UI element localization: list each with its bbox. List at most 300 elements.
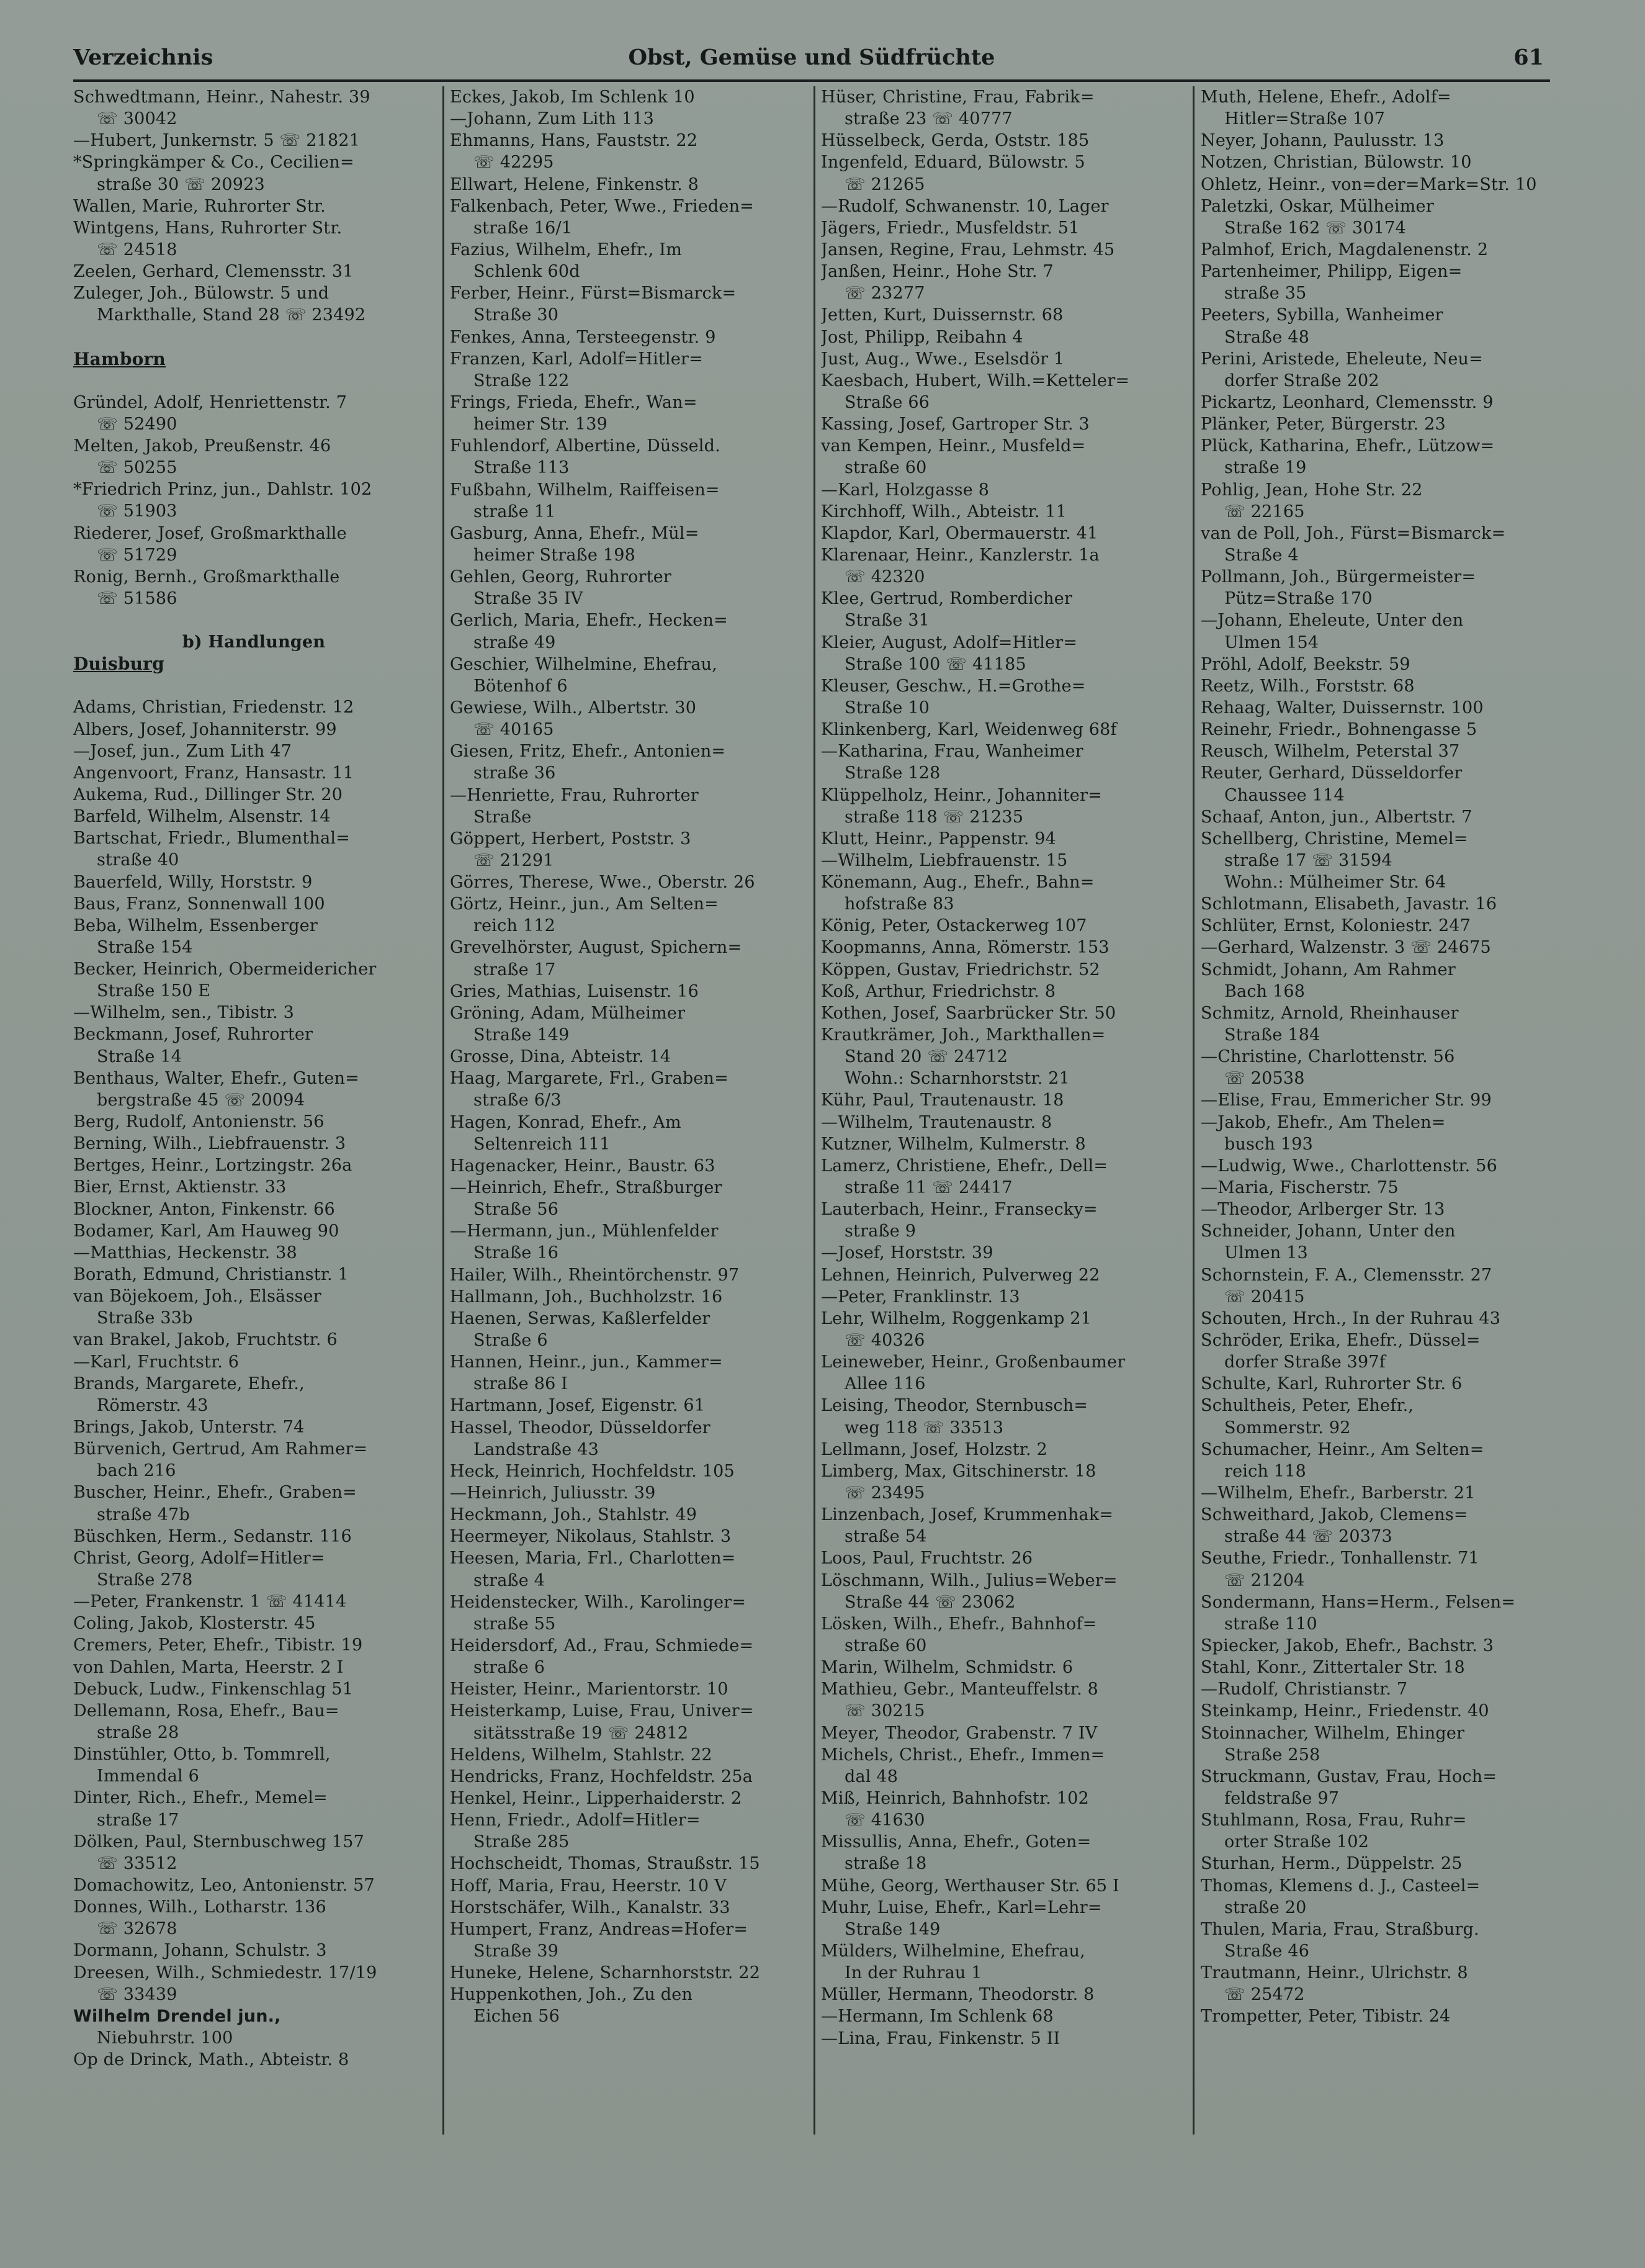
- directory-entry: Schornstein, F. A., Clemensstr. 27: [1201, 1265, 1492, 1285]
- directory-entry: Schaaf, Anton, jun., Albertstr. 7: [1201, 807, 1472, 827]
- directory-entry-continuation: Straße 6: [473, 1331, 548, 1351]
- directory-entry-continuation: Landstraße 43: [473, 1439, 599, 1459]
- directory-entry: Dormann, Johann, Schulstr. 3: [73, 1941, 327, 1961]
- directory-entry: Bertges, Heinr., Lortzingstr. 26a: [73, 1156, 352, 1176]
- directory-entry: van Böjekoem, Joh., Elsässer: [73, 1287, 321, 1307]
- directory-entry: Schulte, Karl, Ruhrorter Str. 6: [1201, 1374, 1463, 1394]
- directory-entry-highlight: Wilhelm Drendel jun.,: [73, 2006, 281, 2026]
- directory-column-3: [821, 86, 1182, 2135]
- directory-entry-continuation: Straße 154: [97, 937, 193, 957]
- directory-entry-continuation: straße 28: [97, 1722, 179, 1742]
- directory-entry: Partenheimer, Philipp, Eigen=: [1201, 262, 1463, 282]
- directory-entry: —Heinrich, Ehefr., Straßburger: [450, 1178, 722, 1198]
- directory-entry: Muhr, Luise, Ehefr., Karl=Lehr=: [821, 1897, 1102, 1917]
- directory-entry: —Karl, Holzgasse 8: [821, 480, 990, 500]
- directory-entry-continuation: straße 17: [97, 1810, 179, 1830]
- directory-entry: Just, Aug., Wwe., Eselsdör 1: [821, 349, 1065, 369]
- directory-entry: Schultheis, Peter, Ehefr.,: [1201, 1396, 1414, 1416]
- directory-entry: Bartschat, Friedr., Blumenthal=: [73, 829, 351, 848]
- directory-entry: Reusch, Wilhelm, Peterstal 37: [1201, 742, 1460, 762]
- directory-entry: Neyer, Johann, Paulusstr. 13: [1201, 131, 1445, 151]
- directory-entry: Heck, Heinrich, Hochfeldstr. 105: [450, 1461, 735, 1481]
- directory-entry: Dinstühler, Otto, b. Tommrell,: [73, 1745, 331, 1765]
- spacer: [73, 326, 434, 348]
- directory-entry: Pollmann, Joh., Bürgermeister=: [1201, 567, 1476, 587]
- directory-entry: Steinkamp, Heinr., Friedenstr. 40: [1201, 1701, 1489, 1721]
- directory-entry-continuation: ☏ 40326: [845, 1331, 925, 1351]
- directory-entry: Lösken, Wilh., Ehefr., Bahnhof=: [821, 1614, 1097, 1634]
- directory-entry-continuation: ☏ 51586: [97, 588, 177, 608]
- directory-entry: Göppert, Herbert, Poststr. 3: [450, 829, 691, 848]
- directory-entry: Haenen, Serwas, Kaßlerfelder: [450, 1308, 710, 1328]
- directory-entry: Schneider, Johann, Unter den: [1201, 1222, 1456, 1241]
- directory-entry: Ronig, Bernh., Großmarkthalle: [73, 567, 340, 587]
- directory-entry: Lehnen, Heinrich, Pulverweg 22: [821, 1265, 1100, 1285]
- directory-entry: Lellmann, Josef, Holzstr. 2: [821, 1439, 1047, 1459]
- directory-entry: Müller, Hermann, Theodorstr. 8: [821, 1985, 1095, 2005]
- directory-entry: Hassel, Theodor, Düsseldorfer: [450, 1418, 710, 1438]
- directory-entry-continuation: Straße 31: [845, 611, 930, 631]
- directory-entry-continuation: hofstraße 83: [845, 894, 954, 914]
- directory-entry: Könemann, Aug., Ehefr., Bahn=: [821, 873, 1095, 893]
- directory-entry-continuation: Wohn.: Mülheimer Str. 64: [1224, 873, 1446, 893]
- directory-entry: Schmitz, Arnold, Rheinhauser: [1201, 1003, 1459, 1023]
- directory-entry: Haag, Margarete, Frl., Graben=: [450, 1069, 728, 1089]
- directory-entry-continuation: Straße 150 E: [97, 981, 211, 1001]
- directory-entry-continuation: ☏ 20538: [1224, 1069, 1305, 1089]
- directory-entry: Kassing, Josef, Gartroper Str. 3: [821, 415, 1090, 434]
- directory-entry-continuation: Immendal 6: [97, 1766, 200, 1786]
- directory-entry-continuation: Straße 278: [97, 1570, 193, 1590]
- directory-entry: Missullis, Anna, Ehefr., Goten=: [821, 1832, 1091, 1852]
- directory-entry: Adams, Christian, Friedenstr. 12: [73, 698, 354, 718]
- directory-entry: Melten, Jakob, Preußenstr. 46: [73, 436, 331, 456]
- directory-entry: Dreesen, Wilh., Schmiedestr. 17/19: [73, 1963, 377, 1982]
- directory-entry: Fußbahn, Wilhelm, Raiffeisen=: [450, 480, 720, 500]
- directory-entry: Geschier, Wilhelmine, Ehefrau,: [450, 654, 717, 674]
- directory-entry-continuation: straße 35: [1224, 284, 1307, 304]
- directory-entry-continuation: Straße 14: [97, 1046, 182, 1066]
- directory-entry: Marin, Wilhelm, Schmidstr. 6: [821, 1658, 1074, 1678]
- column-divider: [442, 86, 444, 2135]
- directory-entry: Heister, Heinr., Marientorstr. 10: [450, 1680, 728, 1699]
- directory-entry-continuation: Chaussee 114: [1224, 785, 1345, 805]
- directory-entry: van Kempen, Heinr., Musfeld=: [821, 436, 1086, 456]
- directory-entry: Janßen, Heinr., Hohe Str. 7: [821, 262, 1054, 282]
- directory-entry: Hochscheidt, Thomas, Straußstr. 15: [450, 1854, 760, 1874]
- directory-entry-continuation: ☏ 50255: [97, 458, 177, 478]
- directory-entry: Heermeyer, Nikolaus, Stahlstr. 3: [450, 1527, 732, 1547]
- header-section-title: Verzeichnis: [73, 45, 213, 70]
- directory-entry: Kleier, August, Adolf=Hitler=: [821, 632, 1078, 652]
- directory-entry-continuation: Eichen 56: [473, 2007, 560, 2027]
- directory-entry-continuation: weg 118 ☏ 33513: [845, 1418, 1004, 1438]
- directory-entry-continuation: straße 17 ☏ 31594: [1224, 850, 1392, 870]
- directory-entry: —Gerhard, Walzenstr. 3 ☏ 24675: [1201, 938, 1491, 958]
- directory-entry-continuation: straße 20: [1224, 1897, 1307, 1917]
- directory-entry-continuation: Straße 66: [845, 392, 930, 412]
- directory-column-2: [450, 86, 811, 2135]
- directory-entry-continuation: Straße 44 ☏ 23062: [845, 1592, 1016, 1612]
- directory-entry: Klüppelholz, Heinr., Johanniter=: [821, 785, 1103, 805]
- directory-entry: Reuter, Gerhard, Düsseldorfer: [1201, 763, 1463, 783]
- directory-entry: Pröhl, Adolf, Beekstr. 59: [1201, 654, 1410, 674]
- directory-entry: Mühe, Georg, Werthauser Str. 65 I: [821, 1876, 1119, 1896]
- directory-entry: Linzenbach, Josef, Krummenhak=: [821, 1505, 1114, 1525]
- directory-entry: Brands, Margarete, Ehefr.,: [73, 1374, 305, 1393]
- directory-entry-continuation: ☏ 51729: [97, 545, 177, 565]
- directory-entry: Bürvenich, Gertrud, Am Rahmer=: [73, 1439, 368, 1459]
- directory-entry: Schweithard, Jakob, Clemens=: [1201, 1505, 1468, 1525]
- directory-entry: Schouten, Hrch., In der Ruhrau 43: [1201, 1308, 1501, 1328]
- directory-entry: *Springkämper & Co., Cecilien=: [73, 153, 354, 173]
- directory-entry: Falkenbach, Peter, Wwe., Frieden=: [450, 196, 755, 216]
- directory-entry-continuation: straße 6/3: [473, 1091, 562, 1110]
- directory-entry: Gasburg, Anna, Ehefr., Mül=: [450, 523, 699, 543]
- directory-entry: Ohletz, Heinr., von=der=Mark=Str. 10: [1201, 174, 1537, 194]
- directory-entry: —Ludwig, Wwe., Charlottenstr. 56: [1201, 1156, 1497, 1176]
- directory-entry-continuation: Wohn.: Scharnhorststr. 21: [845, 1069, 1070, 1089]
- directory-entry: van de Poll, Joh., Fürst=Bismarck=: [1201, 523, 1506, 543]
- directory-entry-continuation: ☏ 30215: [845, 1701, 925, 1721]
- directory-entry-continuation: ☏ 33512: [97, 1853, 177, 1873]
- page-number: 61: [1513, 45, 1544, 70]
- directory-entry-continuation: Markthalle, Stand 28 ☏ 23492: [97, 305, 366, 325]
- directory-entry: Rehaag, Walter, Duissernstr. 100: [1201, 698, 1484, 718]
- directory-entry-continuation: ☏ 23495: [845, 1483, 925, 1503]
- directory-entry: Huneke, Helene, Scharnhorststr. 22: [450, 1963, 761, 1983]
- directory-entry: Limberg, Max, Gitschinerstr. 18: [821, 1461, 1096, 1481]
- directory-entry-continuation: bach 216: [97, 1461, 176, 1481]
- directory-entry: Cremers, Peter, Ehefr., Tibistr. 19: [73, 1636, 363, 1655]
- directory-entry: —Karl, Fruchtstr. 6: [73, 1352, 240, 1372]
- directory-entry: Spiecker, Jakob, Ehefr., Bachstr. 3: [1201, 1636, 1494, 1655]
- directory-entry-continuation: Straße 46: [1224, 1941, 1310, 1961]
- directory-entry: —Hermann, Im Schlenk 68: [821, 2007, 1054, 2027]
- directory-entry: Stahl, Konr., Zittertaler Str. 18: [1201, 1658, 1465, 1678]
- directory-entry: Leineweber, Heinr., Großenbaumer: [821, 1352, 1126, 1372]
- directory-entry-continuation: Straße 4: [1224, 545, 1299, 565]
- directory-entry: Coling, Jakob, Klosterstr. 45: [73, 1614, 316, 1634]
- directory-entry: Hoff, Maria, Frau, Heerstr. 10 V: [450, 1876, 727, 1896]
- directory-entry: Dellemann, Rosa, Ehefr., Bau=: [73, 1701, 339, 1721]
- directory-entry: Mathieu, Gebr., Manteuffelstr. 8: [821, 1680, 1099, 1699]
- directory-entry-continuation: Allee 116: [845, 1374, 926, 1394]
- directory-entry: Pickartz, Leonhard, Clemensstr. 9: [1201, 392, 1494, 412]
- directory-entry: van Brakel, Jakob, Fruchtstr. 6: [73, 1330, 338, 1350]
- directory-entry-continuation: straße 49: [473, 632, 556, 652]
- directory-entry: Kirchhoff, Wilh., Abteistr. 11: [821, 502, 1067, 521]
- directory-entry-continuation: Straße 184: [1224, 1025, 1320, 1045]
- directory-entry-continuation: Straße 39: [473, 1941, 559, 1961]
- directory-entry-continuation: straße 11 ☏ 24417: [845, 1178, 1013, 1198]
- directory-entry-continuation: ☏ 30042: [97, 109, 177, 129]
- directory-entry-continuation: straße 54: [845, 1527, 927, 1547]
- directory-entry-continuation: Straße 10: [845, 698, 930, 718]
- directory-entry: —Christine, Charlottenstr. 56: [1201, 1047, 1455, 1067]
- spacer: [73, 370, 434, 392]
- directory-entry: Grosse, Dina, Abteistr. 14: [450, 1047, 671, 1067]
- directory-entry: —Jakob, Ehefr., Am Thelen=: [1201, 1112, 1446, 1132]
- directory-entry-continuation: straße 60: [845, 1636, 927, 1655]
- directory-entry: Heldens, Wilhelm, Stahlstr. 22: [450, 1745, 712, 1765]
- directory-entry-continuation: Bach 168: [1224, 981, 1306, 1001]
- directory-entry: Gries, Mathias, Luisenstr. 16: [450, 981, 699, 1001]
- directory-entry-continuation: Hitler=Straße 107: [1224, 109, 1386, 129]
- directory-entry-continuation: feldstraße 97: [1224, 1788, 1340, 1808]
- directory-entry-continuation: ☏ 20415: [1224, 1287, 1305, 1307]
- directory-entry: Heisterkamp, Luise, Frau, Univer=: [450, 1701, 754, 1721]
- directory-entry-continuation: straße 11: [473, 502, 556, 521]
- directory-entry: Loos, Paul, Fruchtstr. 26: [821, 1549, 1033, 1568]
- directory-entry-continuation: ☏ 21204: [1224, 1570, 1305, 1590]
- directory-entry-continuation: straße 18: [845, 1854, 927, 1874]
- directory-entry-continuation: Stand 20 ☏ 24712: [845, 1047, 1008, 1067]
- directory-entry-continuation: Straße 100 ☏ 41185: [845, 654, 1026, 674]
- directory-entry: Miß, Heinrich, Bahnhofstr. 102: [821, 1788, 1089, 1808]
- directory-entry-continuation: Schlenk 60d: [473, 262, 580, 282]
- directory-entry: Heesen, Maria, Frl., Charlotten=: [450, 1549, 736, 1568]
- directory-entry: Aukema, Rud., Dillinger Str. 20: [73, 785, 343, 804]
- directory-entry-continuation: Ulmen 154: [1224, 632, 1319, 652]
- directory-entry: Franzen, Karl, Adolf=Hitler=: [450, 349, 703, 369]
- directory-entry-continuation: Straße 149: [473, 1025, 570, 1045]
- directory-entry-continuation: Seltenreich 111: [473, 1134, 611, 1154]
- directory-entry: Angenvoort, Franz, Hansastr. 11: [73, 763, 354, 783]
- directory-entry: Dölken, Paul, Sternbuschweg 157: [73, 1832, 365, 1852]
- directory-entry: Kleuser, Geschw., H.=Grothe=: [821, 676, 1086, 696]
- directory-entry: Leising, Theodor, Sternbusch=: [821, 1396, 1088, 1416]
- directory-entry-continuation: sitätsstraße 19 ☏ 24812: [473, 1723, 689, 1743]
- directory-entry: Thomas, Klemens d. J., Casteel=: [1201, 1876, 1481, 1896]
- directory-entry: Jansen, Regine, Frau, Lehmstr. 45: [821, 240, 1115, 259]
- directory-entry: Lauterbach, Heinr., Fransecky=: [821, 1200, 1098, 1220]
- directory-entry: —Matthias, Heckenstr. 38: [73, 1243, 297, 1262]
- directory-entry: Gröning, Adam, Mülheimer: [450, 1003, 686, 1023]
- directory-entry-continuation: ☏ 32678: [97, 1919, 177, 1939]
- directory-entry: Köppen, Gustav, Friedrichstr. 52: [821, 960, 1100, 979]
- directory-entry: —Heinrich, Juliusstr. 39: [450, 1483, 656, 1503]
- directory-entry: Dinter, Rich., Ehefr., Memel=: [73, 1788, 328, 1808]
- directory-entry: Ingenfeld, Eduard, Bülowstr. 5: [821, 153, 1085, 173]
- directory-entry: Jägers, Friedr., Musfeldstr. 51: [821, 218, 1080, 238]
- directory-entry: —Josef, jun., Zum Lith 47: [73, 741, 292, 761]
- directory-entry-continuation: ☏ 51903: [97, 502, 177, 521]
- directory-entry: Notzen, Christian, Bülowstr. 10: [1201, 153, 1472, 173]
- directory-entry: Schwedtmann, Heinr., Nahestr. 39: [73, 88, 370, 107]
- directory-entry: Sondermann, Hans=Herm., Felsen=: [1201, 1592, 1516, 1612]
- directory-entry-continuation: ☏ 52490: [97, 414, 177, 434]
- directory-entry-continuation: straße 60: [845, 458, 927, 478]
- directory-entry-continuation: Straße 113: [473, 458, 570, 478]
- directory-entry: Fazius, Wilhelm, Ehefr., Im: [450, 240, 683, 259]
- directory-entry-continuation: ☏ 21291: [473, 850, 554, 870]
- directory-entry: —Lina, Frau, Finkenstr. 5 II: [821, 2028, 1060, 2048]
- directory-entry-continuation: busch 193: [1224, 1134, 1313, 1154]
- directory-entry: Brings, Jakob, Unterstr. 74: [73, 1418, 305, 1438]
- directory-entry: —Katharina, Frau, Wanheimer: [821, 742, 1083, 762]
- page-header: [73, 41, 1550, 82]
- directory-entry-continuation: ☏ 24518: [97, 240, 177, 259]
- directory-entry: Thulen, Maria, Frau, Straßburg.: [1201, 1919, 1479, 1939]
- directory-entry: Koß, Arthur, Friedrichstr. 8: [821, 981, 1056, 1001]
- directory-entry: —Johann, Eheleute, Unter den: [1201, 611, 1464, 631]
- directory-column-4: [1201, 86, 1562, 2135]
- directory-entry: König, Peter, Ostackerweg 107: [821, 916, 1087, 936]
- directory-entry-continuation: ☏ 40165: [473, 720, 554, 740]
- directory-entry: Hannen, Heinr., jun., Kammer=: [450, 1352, 723, 1372]
- directory-entry-continuation: ☏ 42320: [845, 567, 925, 587]
- directory-column-1: [73, 86, 434, 2135]
- directory-entry: Kühr, Paul, Trautenaustr. 18: [821, 1091, 1064, 1110]
- directory-entry: Sturhan, Herm., Düppelstr. 25: [1201, 1854, 1463, 1874]
- directory-entry: Huppenkothen, Joh., Zu den: [450, 1985, 693, 2005]
- directory-entry: Bauerfeld, Willy, Horststr. 9: [73, 872, 313, 892]
- directory-entry: Gründel, Adolf, Henriettenstr. 7: [73, 392, 347, 412]
- directory-entry: Debuck, Ludw., Finkenschlag 51: [73, 1679, 354, 1699]
- directory-entry-continuation: dorfer Straße 202: [1224, 371, 1379, 390]
- directory-entry: Berg, Rudolf, Antonienstr. 56: [73, 1112, 325, 1132]
- directory-entry: Plück, Katharina, Ehefr., Lützow=: [1201, 436, 1495, 456]
- directory-entry: Wintgens, Hans, Ruhrorter Str.: [73, 218, 343, 238]
- directory-entry-continuation: Straße 122: [473, 371, 570, 390]
- directory-entry: —Peter, Frankenstr. 1 ☏ 41414: [73, 1592, 347, 1612]
- directory-entry: —Henriette, Frau, Ruhrorter: [450, 785, 699, 805]
- directory-entry: Stoinnacher, Wilhelm, Ehinger: [1201, 1723, 1465, 1743]
- directory-entry-continuation: straße 17: [473, 960, 556, 979]
- directory-entry: Zeelen, Gerhard, Clemensstr. 31: [73, 262, 354, 282]
- subsection-heading: b) Handlungen: [182, 632, 326, 652]
- directory-entry-continuation: Pütz=Straße 170: [1224, 589, 1373, 609]
- directory-entry: Krautkrämer, Joh., Markthallen=: [821, 1025, 1106, 1045]
- directory-entry: Fuhlendorf, Albertine, Düsseld.: [450, 436, 720, 456]
- directory-entry: Riederer, Josef, Großmarkthalle: [73, 523, 347, 543]
- directory-entry: Klapdor, Karl, Obermauerstr. 41: [821, 523, 1098, 543]
- directory-entry-continuation: straße 86 I: [473, 1374, 568, 1394]
- directory-entry-continuation: heimer Str. 139: [473, 415, 608, 434]
- directory-entry: —Wilhelm, Ehefr., Barberstr. 21: [1201, 1483, 1476, 1503]
- directory-entry-continuation: straße 19: [1224, 458, 1307, 478]
- directory-entry: Giesen, Fritz, Ehefr., Antonien=: [450, 742, 726, 762]
- directory-entry: Christ, Georg, Adolf=Hitler=: [73, 1548, 325, 1568]
- directory-entry: Op de Drinck, Math., Abteistr. 8: [73, 2050, 349, 2070]
- directory-entry: Hartmann, Josef, Eigenstr. 61: [450, 1396, 706, 1416]
- directory-entry: Peeters, Sybilla, Wanheimer: [1201, 305, 1443, 325]
- directory-entry: Görres, Therese, Wwe., Oberstr. 26: [450, 873, 755, 893]
- directory-entry-continuation: ☏ 25472: [1224, 1985, 1305, 2005]
- directory-entry: Trompetter, Peter, Tibistr. 24: [1201, 2007, 1451, 2027]
- directory-entry: Berning, Wilh., Liebfrauenstr. 3: [73, 1134, 346, 1154]
- directory-entry-continuation: Straße 48: [1224, 327, 1310, 347]
- directory-entry-continuation: straße 36: [473, 763, 556, 783]
- directory-entry: *Friedrich Prinz, jun., Dahlstr. 102: [73, 480, 372, 500]
- directory-entry-continuation: Straße 56: [473, 1200, 559, 1220]
- spacer: [73, 610, 434, 631]
- directory-entry: Hagenacker, Heinr., Baustr. 63: [450, 1156, 715, 1176]
- directory-entry: Gewiese, Wilh., Albertstr. 30: [450, 698, 697, 718]
- directory-entry: Perini, Aristede, Eheleute, Neu=: [1201, 349, 1483, 369]
- directory-entry: Domachowitz, Leo, Antonienstr. 57: [73, 1875, 375, 1895]
- directory-entry: Buscher, Heinr., Ehefr., Graben=: [73, 1483, 357, 1503]
- directory-entry: Wallen, Marie, Ruhrorter Str.: [73, 196, 326, 216]
- directory-entry: Becker, Heinrich, Obermeidericher: [73, 960, 377, 979]
- column-divider: [814, 86, 815, 2135]
- directory-entry: Schlüter, Ernst, Koloniestr. 247: [1201, 916, 1471, 936]
- directory-entry: Meyer, Theodor, Grabenstr. 7 IV: [821, 1723, 1098, 1743]
- directory-entry: Benthaus, Walter, Ehefr., Guten=: [73, 1068, 359, 1088]
- directory-entry: Bodamer, Karl, Am Hauweg 90: [73, 1221, 339, 1241]
- directory-entry: Henn, Friedr., Adolf=Hitler=: [450, 1811, 701, 1830]
- directory-entry: Klarenaar, Heinr., Kanzlerstr. 1a: [821, 545, 1100, 565]
- directory-entry-continuation: straße 40: [97, 850, 179, 870]
- directory-entry-continuation: ☏ 41630: [845, 1811, 925, 1830]
- directory-entry-continuation: reich 112: [473, 916, 555, 936]
- directory-entry: Borath, Edmund, Christianstr. 1: [73, 1265, 349, 1285]
- directory-entry-continuation: heimer Straße 198: [473, 545, 635, 565]
- directory-entry: Kothen, Josef, Saarbrücker Str. 50: [821, 1003, 1116, 1023]
- directory-entry: Jetten, Kurt, Duissernstr. 68: [821, 305, 1064, 325]
- directory-entry: —Wilhelm, sen., Tibistr. 3: [73, 1003, 295, 1023]
- directory-entry-continuation: Straße 16: [473, 1243, 559, 1263]
- directory-entry-continuation: straße 55: [473, 1614, 556, 1634]
- directory-entry-continuation: straße 118 ☏ 21235: [845, 807, 1024, 827]
- directory-entry-continuation: straße 30 ☏ 20923: [97, 174, 265, 194]
- directory-entry-continuation: straße 23 ☏ 40777: [845, 109, 1013, 129]
- directory-entry: Zuleger, Joh., Bülowstr. 5 und: [73, 284, 329, 304]
- directory-entry: Lamerz, Christiene, Ehefr., Dell=: [821, 1156, 1108, 1176]
- directory-entry: Klutt, Heinr., Pappenstr. 94: [821, 829, 1057, 848]
- directory-entry: Schmidt, Johann, Am Rahmer: [1201, 960, 1456, 979]
- directory-entry-continuation: straße 6: [473, 1658, 545, 1678]
- directory-entry: —Wilhelm, Trautenaustr. 8: [821, 1112, 1052, 1132]
- directory-entry-continuation: Straße 285: [473, 1832, 570, 1852]
- directory-entry: Struckmann, Gustav, Frau, Hoch=: [1201, 1766, 1497, 1786]
- directory-entry: Bier, Ernst, Aktienstr. 33: [73, 1177, 287, 1197]
- directory-entry: Plänker, Peter, Bürgerstr. 23: [1201, 415, 1446, 434]
- directory-entry-continuation: ☏ 21265: [845, 174, 925, 194]
- directory-entry: Blockner, Anton, Finkenstr. 66: [73, 1199, 335, 1219]
- directory-entry-continuation: dorfer Straße 397f: [1224, 1352, 1386, 1372]
- directory-entry: —Peter, Franklinstr. 13: [821, 1287, 1020, 1307]
- directory-entry: Horstschäfer, Wilh., Kanalstr. 33: [450, 1897, 730, 1917]
- directory-entry-continuation: dal 48: [845, 1766, 899, 1786]
- directory-entry: Muth, Helene, Ehefr., Adolf=: [1201, 88, 1451, 107]
- directory-entry: —Rudolf, Schwanenstr. 10, Lager: [821, 196, 1109, 216]
- directory-entry: Eckes, Jakob, Im Schlenk 10: [450, 88, 695, 107]
- directory-entry: —Hermann, jun., Mühlenfelder: [450, 1222, 719, 1241]
- directory-entry-continuation: Straße 33b: [97, 1308, 193, 1328]
- directory-entry-continuation: Straße 35 IV: [473, 589, 583, 609]
- directory-entry: Ellwart, Helene, Finkenstr. 8: [450, 174, 699, 194]
- directory-entry: von Dahlen, Marta, Heerstr. 2 I: [73, 1657, 344, 1677]
- directory-entry: Heidersdorf, Ad., Frau, Schmiede=: [450, 1636, 754, 1655]
- directory-entry: Koopmanns, Anna, Römerstr. 153: [821, 938, 1109, 958]
- directory-entry: Hüser, Christine, Frau, Fabrik=: [821, 88, 1095, 107]
- column-divider: [1193, 86, 1195, 2135]
- directory-entry: Frings, Frieda, Ehefr., Wan=: [450, 392, 697, 412]
- directory-entry-continuation: Straße 30: [473, 305, 559, 325]
- directory-entry: —Josef, Horststr. 39: [821, 1243, 993, 1263]
- header-category-title: Obst, Gemüse und Südfrüchte: [628, 45, 995, 70]
- directory-entry: Büschken, Herm., Sedanstr. 116: [73, 1526, 352, 1546]
- directory-entry: —Theodor, Arlberger Str. 13: [1201, 1200, 1445, 1220]
- directory-entry: Seuthe, Friedr., Tonhallenstr. 71: [1201, 1549, 1479, 1568]
- section-heading: Duisburg: [73, 654, 164, 675]
- spacer: [73, 675, 434, 696]
- directory-entry: Trautmann, Heinr., Ulrichstr. 8: [1201, 1963, 1468, 1983]
- directory-entry: Hüsselbeck, Gerda, Oststr. 185: [821, 131, 1090, 151]
- directory-entry-continuation: straße 44 ☏ 20373: [1224, 1527, 1392, 1547]
